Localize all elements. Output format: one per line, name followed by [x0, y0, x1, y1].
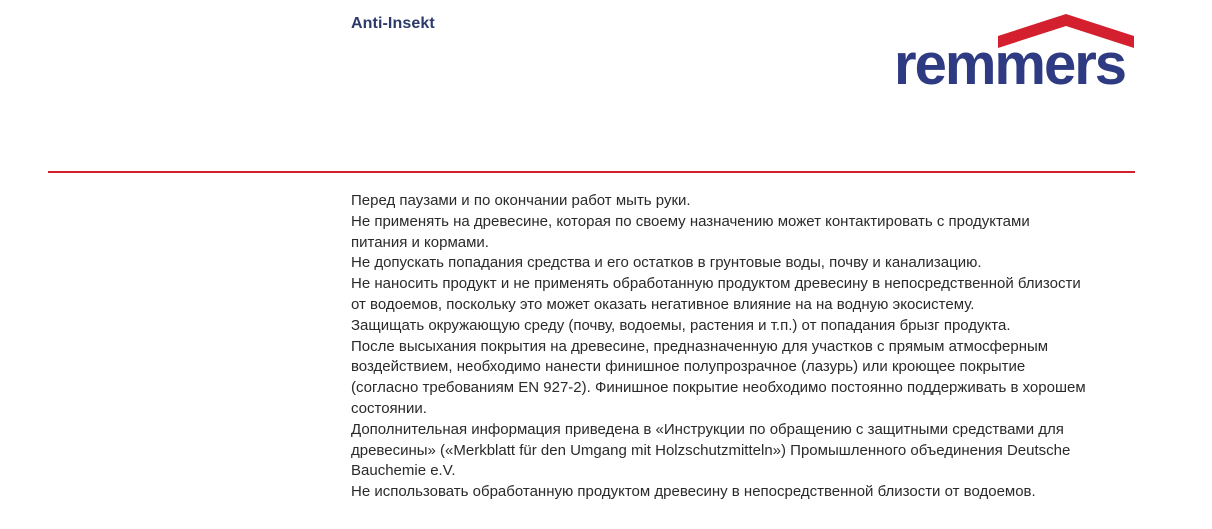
document-body — [351, 191, 1151, 503]
body-line: Не применять на древесине, которая по своему назначению может контактировать с продуктами — [351, 212, 1030, 230]
body-line: Bauchemie e.V. — [351, 462, 456, 480]
body-line: воздействием, необходимо нанести финишное полупрозрачное (лазурь) или кроющее покрытие — [351, 358, 1026, 376]
product-title: Anti-Insekt — [351, 15, 435, 32]
body-line: Не наносить продукт и не применять обработанную продуктом древесину в непосредственной близости — [351, 275, 1081, 293]
body-line: от водоемов, поскольку это может оказать негативное влияние на на водную экосистему. — [351, 295, 975, 313]
logo-wordmark: remmers — [894, 32, 1126, 97]
body-line: Не использовать обработанную продуктом древесину в непосредственной близости от водоемов. — [351, 483, 1036, 501]
body-line: (согласно требованиям EN 927-2). Финишное покрытие необходимо постоянно поддерживать в хорошем — [351, 379, 1086, 397]
body-line: состоянии. — [351, 399, 427, 417]
header-divider — [48, 171, 1135, 173]
body-line: питания и кормами. — [351, 233, 489, 251]
body-line: Защищать окружающую среду (почву, водоемы, растения и т.п.) от попадания брызг продукта. — [351, 316, 1011, 334]
body-line: Не допускать попадания средства и его остатков в грунтовые воды, почву и канализацию. — [351, 254, 982, 272]
body-line: древесины» («Merkblatt für den Umgang mit Holzschutzmitteln») Промышленного объединения Deutsche — [351, 441, 1071, 459]
remmers-logo — [890, 14, 1140, 99]
body-line: Перед паузами и по окончании работ мыть руки. — [351, 192, 691, 209]
body-line: Дополнительная информация приведена в «Инструкции по обращению с защитными средствами для — [351, 420, 1064, 438]
body-line: После высыхания покрытия на древесине, предназначенную для участков с прямым атмосферным — [351, 337, 1049, 355]
